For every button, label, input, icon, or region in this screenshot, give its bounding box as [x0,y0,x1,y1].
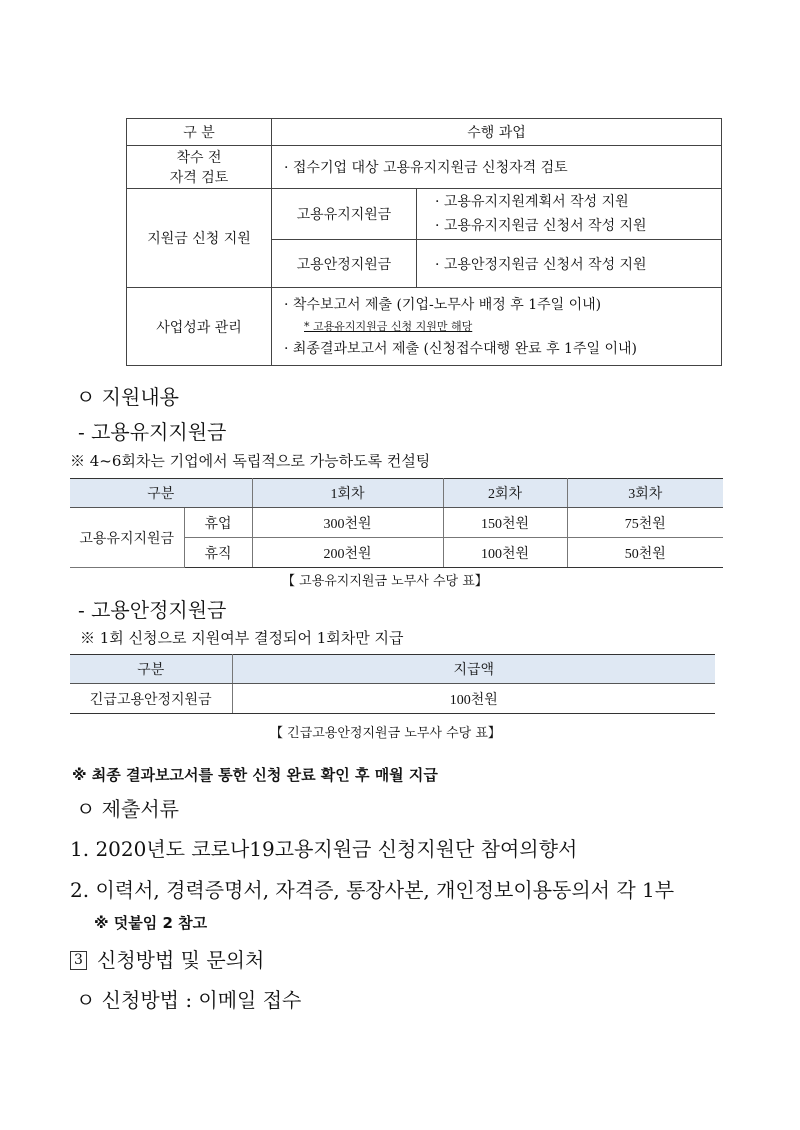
row-pre-check-label: 착수 전 자격 검토 [127,146,272,189]
table-row: 휴직 200천원 100천원 50천원 [70,538,723,568]
row-pre-check-task: · 접수기업 대상 고용유지지원금 신청자격 검토 [272,146,722,189]
retention-group-label: 고용유지지원금 [70,508,184,568]
header-category: 구 분 [127,119,272,146]
retention-header-category: 구분 [70,479,252,508]
retention-header-round2: 2회차 [443,479,567,508]
row-application-label: 지원금 신청 지원 [127,189,272,288]
document-item-1: 1. 2020년도 코로나19고용지원금 신청지원단 참여의향서 [70,837,578,861]
attachment-note: ※ 덧붙임 2 참고 [94,914,208,932]
section-3-title: 신청방법 및 문의처 [97,948,265,972]
section-number-box: 3 [70,951,87,970]
stability-header-amount: 지급액 [232,655,715,684]
stability-header-category: 구분 [70,655,232,684]
retention-table-caption: 【 고용유지지원금 노무사 수당 표】 [282,574,488,589]
document-item-2: 2. 이력서, 경력증명서, 자격증, 통장사본, 개인정보이용동의서 각 1부 [70,878,675,902]
retention-header-round3: 3회차 [567,479,723,508]
sub-stability-heading: - 고용안정지원금 [78,598,227,622]
retention-note: ※ 4~6회차는 기업에서 독립적으로 가능하도록 컨설팅 [70,452,431,470]
table-row: 고용유지지원금 휴업 300천원 150천원 75천원 [70,508,723,538]
sub-retention-heading: - 고용유지지원금 [78,420,227,444]
stability-table-caption: 【 긴급고용안정지원금 노무사 수당 표】 [270,726,501,741]
retention-subsidy-tasks: · 고용유지지원계획서 작성 지원 · 고용유지지원금 신청서 작성 지원 [417,189,722,240]
retention-subsidy-name: 고용유지지원금 [272,189,417,240]
row-performance-tasks: · 착수보고서 제출 (기업-노무사 배정 후 1주일 이내) * 고용유지지원금 신청 지원만 해당 · 최종결과보고서 제출 (신청접수대행 완료 후 1주일 이내) [272,288,722,366]
row-performance-label: 사업성과 관리 [127,288,272,366]
section-documents: ㅇ 제출서류 [76,797,179,821]
stability-fee-table [70,654,715,714]
stability-note: ※ 1회 신청으로 지원여부 결정되어 1회차만 지급 [80,629,404,647]
section-3-heading [70,944,264,973]
stability-subsidy-task: · 고용안정지원금 신청서 작성 지원 [417,240,722,288]
header-tasks: 수행 과업 [272,119,722,146]
retention-fee-table [70,478,723,568]
application-method: ㅇ 신청방법 : 이메일 접수 [76,988,302,1012]
task-table [126,118,722,366]
performance-note: * 고용유지지원금 신청 지원만 해당 [304,319,473,333]
retention-header-round1: 1회차 [252,479,443,508]
section-support: ㅇ 지원내용 [76,385,179,409]
table-row: 긴급고용안정지원금 100천원 [70,684,715,714]
payment-note: ※ 최종 결과보고서를 통한 신청 완료 확인 후 매월 지급 [72,766,438,784]
stability-subsidy-name: 고용안정지원금 [272,240,417,288]
